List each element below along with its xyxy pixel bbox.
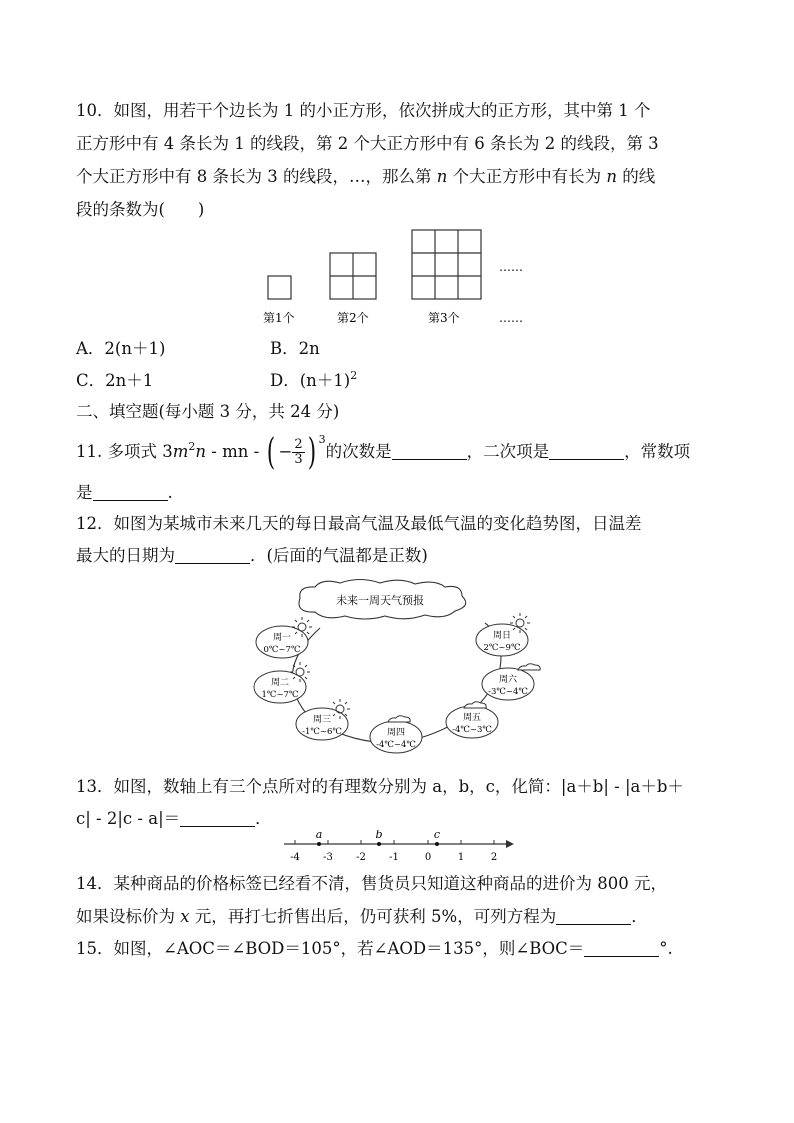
q15-blank[interactable] (584, 942, 659, 957)
sun-icon (510, 613, 530, 633)
q12-line1: 12．如图为某城市未来几天的每日最高气温及最低气温的变化趋势图，日温差 (76, 514, 642, 533)
section-2-heading: 二、填空题(每小题 3 分，共 24 分) (76, 402, 340, 421)
q14-blank[interactable] (556, 910, 631, 925)
q13-blank[interactable] (180, 812, 255, 827)
q11-line1: 11. 多项式 $3m^2n$ - mn - ( − $\frac{2}{3}$ ) $^3$的次数是 ，二次项是 ，常数项 (76, 431, 691, 473)
option-d[interactable]: D．$(n+1)^2$ (270, 369, 358, 390)
option-a[interactable]: A．2(n＋1) (76, 339, 166, 358)
sun-icon (290, 662, 310, 682)
q15-line: 15．如图，∠AOC＝∠BOD＝105°，若∠AOD＝135°，则∠BOC＝ °. (76, 939, 673, 958)
q11-line2: 是 . (76, 483, 173, 502)
label-b: b (375, 830, 383, 841)
q11-blank-2[interactable] (549, 445, 624, 460)
tick-label: 2 (490, 852, 498, 863)
caption-1: 第1个 (263, 311, 295, 325)
point-a (317, 842, 321, 846)
q13-line2: c| - 2|c - a|＝ ． (76, 809, 272, 828)
option-c[interactable]: C．2n＋1 (76, 371, 154, 390)
dots-lower: …… (499, 311, 523, 325)
tick-label: -3 (323, 852, 333, 863)
svg-text:周五: 周五 (462, 713, 482, 723)
sun-icon (330, 699, 350, 719)
q12-blank[interactable] (175, 549, 250, 564)
svg-text:1℃~7℃: 1℃~7℃ (261, 690, 299, 700)
q14-line1: 14．某种商品的价格标签已经看不清，售货员只知道这种商品的进价为 800 元， (76, 874, 667, 893)
q10-line3: 个大正方形中有 8 条长为 3 的线段，…，那么第 n 个大正方形中有长为 n 的线 (76, 167, 656, 186)
q10-line2: 正方形中有 4 条长为 1 的线段，第 2 个大正方形中有 6 条长为 2 的线段，第 3 (76, 134, 659, 153)
square-1 (268, 276, 291, 299)
caption-2: 第2个 (337, 311, 369, 325)
tick-label: 0 (424, 852, 432, 863)
cloud-title-box (299, 580, 466, 620)
q10-line4: 段的条数为( ) (76, 200, 205, 219)
svg-text:-4℃~4℃: -4℃~4℃ (376, 740, 416, 750)
number-line (280, 830, 520, 866)
option-b[interactable]: B．2n (270, 339, 320, 358)
cloud-icon (388, 716, 410, 722)
tick-label: -1 (389, 852, 399, 863)
svg-text:-4℃~3℃: -4℃~3℃ (452, 725, 492, 735)
svg-text:周三: 周三 (312, 715, 332, 725)
weather-diagram (250, 578, 550, 758)
svg-text:周二: 周二 (270, 678, 290, 688)
svg-text:0℃~7℃: 0℃~7℃ (263, 645, 301, 655)
day-fri (446, 706, 498, 738)
q14-line2: 如果设标价为 x 元，再打七折售出后，仍可获利 5%，可列方程为 ． (76, 907, 648, 926)
tick-label: -4 (290, 852, 300, 863)
day-sat (482, 668, 534, 700)
point-c (435, 842, 439, 846)
svg-text:2℃~9℃: 2℃~9℃ (483, 643, 521, 653)
q13-line1: 13．如图，数轴上有三个点所对的有理数分别为 a，b，c，化简：|a＋b| - |a＋b＋ (76, 777, 684, 796)
q10-squares-figure (255, 225, 545, 335)
day-sun (476, 624, 528, 656)
label-c: c (433, 830, 441, 841)
q11-blank-3[interactable] (93, 486, 168, 501)
label-a: a (315, 830, 323, 841)
cloud-title: 未来一周天气预报 (336, 594, 424, 607)
fraction-two-thirds: $\frac{2}{3}$ (294, 437, 303, 467)
axis-arrow (506, 840, 514, 848)
q10-line1: 10．如图，用若干个边长为 1 的小正方形，依次拼成大的正方形，其中第 1 个 (76, 101, 651, 120)
svg-text:-3℃~4℃: -3℃~4℃ (488, 687, 528, 697)
svg-text:周一: 周一 (272, 633, 292, 643)
svg-text:周六: 周六 (498, 675, 518, 685)
tick-label: 1 (457, 852, 465, 863)
q12-line2: 最大的日期为 ．(后面的气温都是正数) (76, 546, 428, 565)
point-b (377, 842, 381, 846)
caption-3: 第3个 (428, 311, 460, 325)
tick-label: -2 (356, 852, 366, 863)
svg-text:周四: 周四 (386, 728, 406, 738)
cloud-icon (464, 702, 486, 708)
square-3 (412, 230, 481, 299)
square-2 (330, 253, 376, 299)
svg-text:周日: 周日 (492, 631, 512, 641)
sun-icon (292, 617, 312, 637)
q11-blank-1[interactable] (392, 445, 467, 460)
svg-text:-1℃~6℃: -1℃~6℃ (302, 727, 342, 737)
dots-upper: …… (499, 260, 523, 274)
cloud-icon (518, 664, 540, 670)
day-thu (370, 721, 422, 753)
